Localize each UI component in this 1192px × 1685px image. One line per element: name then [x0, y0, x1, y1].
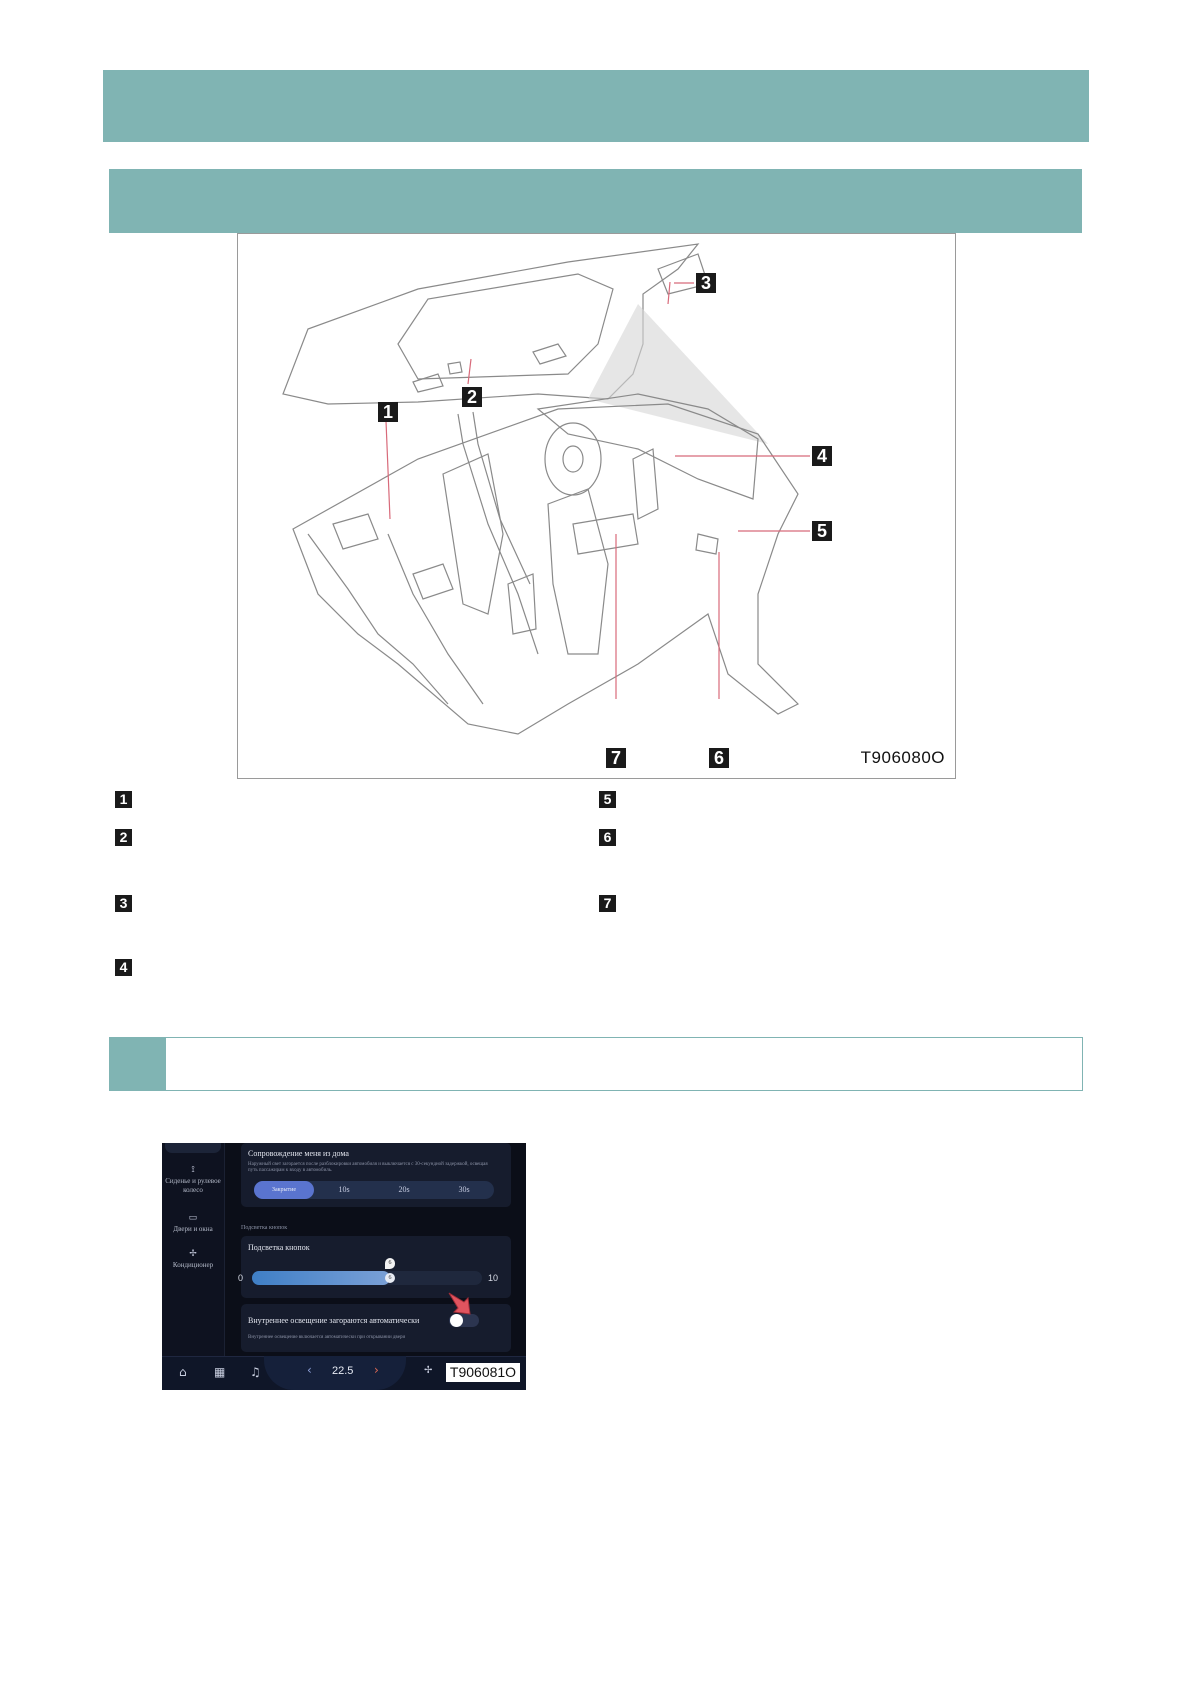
- temp-increase-icon[interactable]: ›: [374, 1363, 379, 1377]
- music-icon[interactable]: ♫: [250, 1365, 261, 1379]
- legend-marker-2: 2: [115, 829, 132, 846]
- callout-5: 5: [812, 521, 832, 541]
- option-20s[interactable]: 20s: [398, 1185, 410, 1194]
- door-window-icon: ▭: [188, 1212, 198, 1222]
- subheader-band: [109, 169, 1082, 233]
- delay-segmented-control: [254, 1181, 494, 1199]
- callout-1: 1: [378, 402, 398, 422]
- legend-marker-6: 6: [599, 829, 616, 846]
- option-10s[interactable]: 10s: [338, 1185, 350, 1194]
- slider-fill: [252, 1271, 390, 1285]
- slider-knob[interactable]: 6: [385, 1273, 395, 1283]
- follow-me-home-card: [241, 1143, 511, 1207]
- sidebar-item-ac[interactable]: [162, 1249, 224, 1270]
- sidebar-item-active[interactable]: [165, 1143, 221, 1153]
- callout-2: 2: [462, 387, 482, 407]
- infotainment-screenshot: [162, 1143, 526, 1390]
- slider-min: 0: [238, 1273, 244, 1283]
- button-backlight-card: [241, 1236, 511, 1298]
- section-tab: [110, 1038, 166, 1090]
- screenshot-code: T906081O: [446, 1363, 520, 1382]
- home-icon[interactable]: ⌂: [179, 1365, 187, 1379]
- seat-steering-icon: ⟟: [191, 1164, 195, 1174]
- temperature-value: 22.5: [332, 1365, 354, 1377]
- legend-marker-1: 1: [115, 791, 132, 808]
- fan-speed-icon[interactable]: ✢: [424, 1365, 433, 1376]
- callout-3: 3: [696, 273, 716, 293]
- option-30s[interactable]: 30s: [458, 1185, 470, 1194]
- fan-icon: ✢: [189, 1248, 197, 1258]
- header-band: [103, 70, 1089, 142]
- legend-marker-7: 7: [599, 895, 616, 912]
- settings-sidebar: [162, 1143, 225, 1356]
- toggle-desc: Внутреннее освещение включается автоматически при открывании двери: [248, 1335, 406, 1340]
- slider-max: 10: [488, 1273, 499, 1283]
- car-interior-figure: [237, 233, 956, 779]
- slider-title: Подсветка кнопок: [248, 1243, 310, 1252]
- settings-content: [230, 1143, 526, 1356]
- option-close[interactable]: Закрытие: [254, 1181, 314, 1199]
- card-title: Сопровождение меня из дома: [248, 1149, 349, 1158]
- sidebar-item-doors[interactable]: [162, 1213, 224, 1234]
- legend-marker-4: 4: [115, 959, 132, 976]
- card-desc: Наружный свет загорается после разблокировки автомобиля и выключается с 30-секундной задержкой, освещая путь пассажирам к входу в автомобиль.: [248, 1162, 488, 1173]
- section-header-box: [109, 1037, 1083, 1091]
- callout-7: 7: [606, 748, 626, 768]
- car-interior-illustration: [238, 234, 955, 778]
- slider-value-tip: 6: [385, 1258, 395, 1269]
- sidebar-item-label: Сиденье и рулевое колесо: [165, 1177, 221, 1194]
- callout-6: 6: [709, 748, 729, 768]
- group-label: Подсветка кнопок: [241, 1225, 288, 1231]
- pointer-arrow-icon: [446, 1290, 476, 1320]
- temp-decrease-icon[interactable]: ‹: [307, 1363, 312, 1377]
- sidebar-item-label: Двери и окна: [173, 1225, 213, 1233]
- legend-marker-3: 3: [115, 895, 132, 912]
- legend-marker-5: 5: [599, 791, 616, 808]
- figure-code: T906080O: [860, 748, 945, 767]
- backlight-slider[interactable]: [252, 1271, 482, 1285]
- toggle-title: Внутреннее освещение загораются автоматически: [248, 1316, 420, 1325]
- sidebar-item-seat[interactable]: [162, 1165, 224, 1195]
- sidebar-item-label: Кондиционер: [172, 1261, 214, 1269]
- apps-grid-icon[interactable]: ▦: [214, 1365, 226, 1379]
- callout-4: 4: [812, 446, 832, 466]
